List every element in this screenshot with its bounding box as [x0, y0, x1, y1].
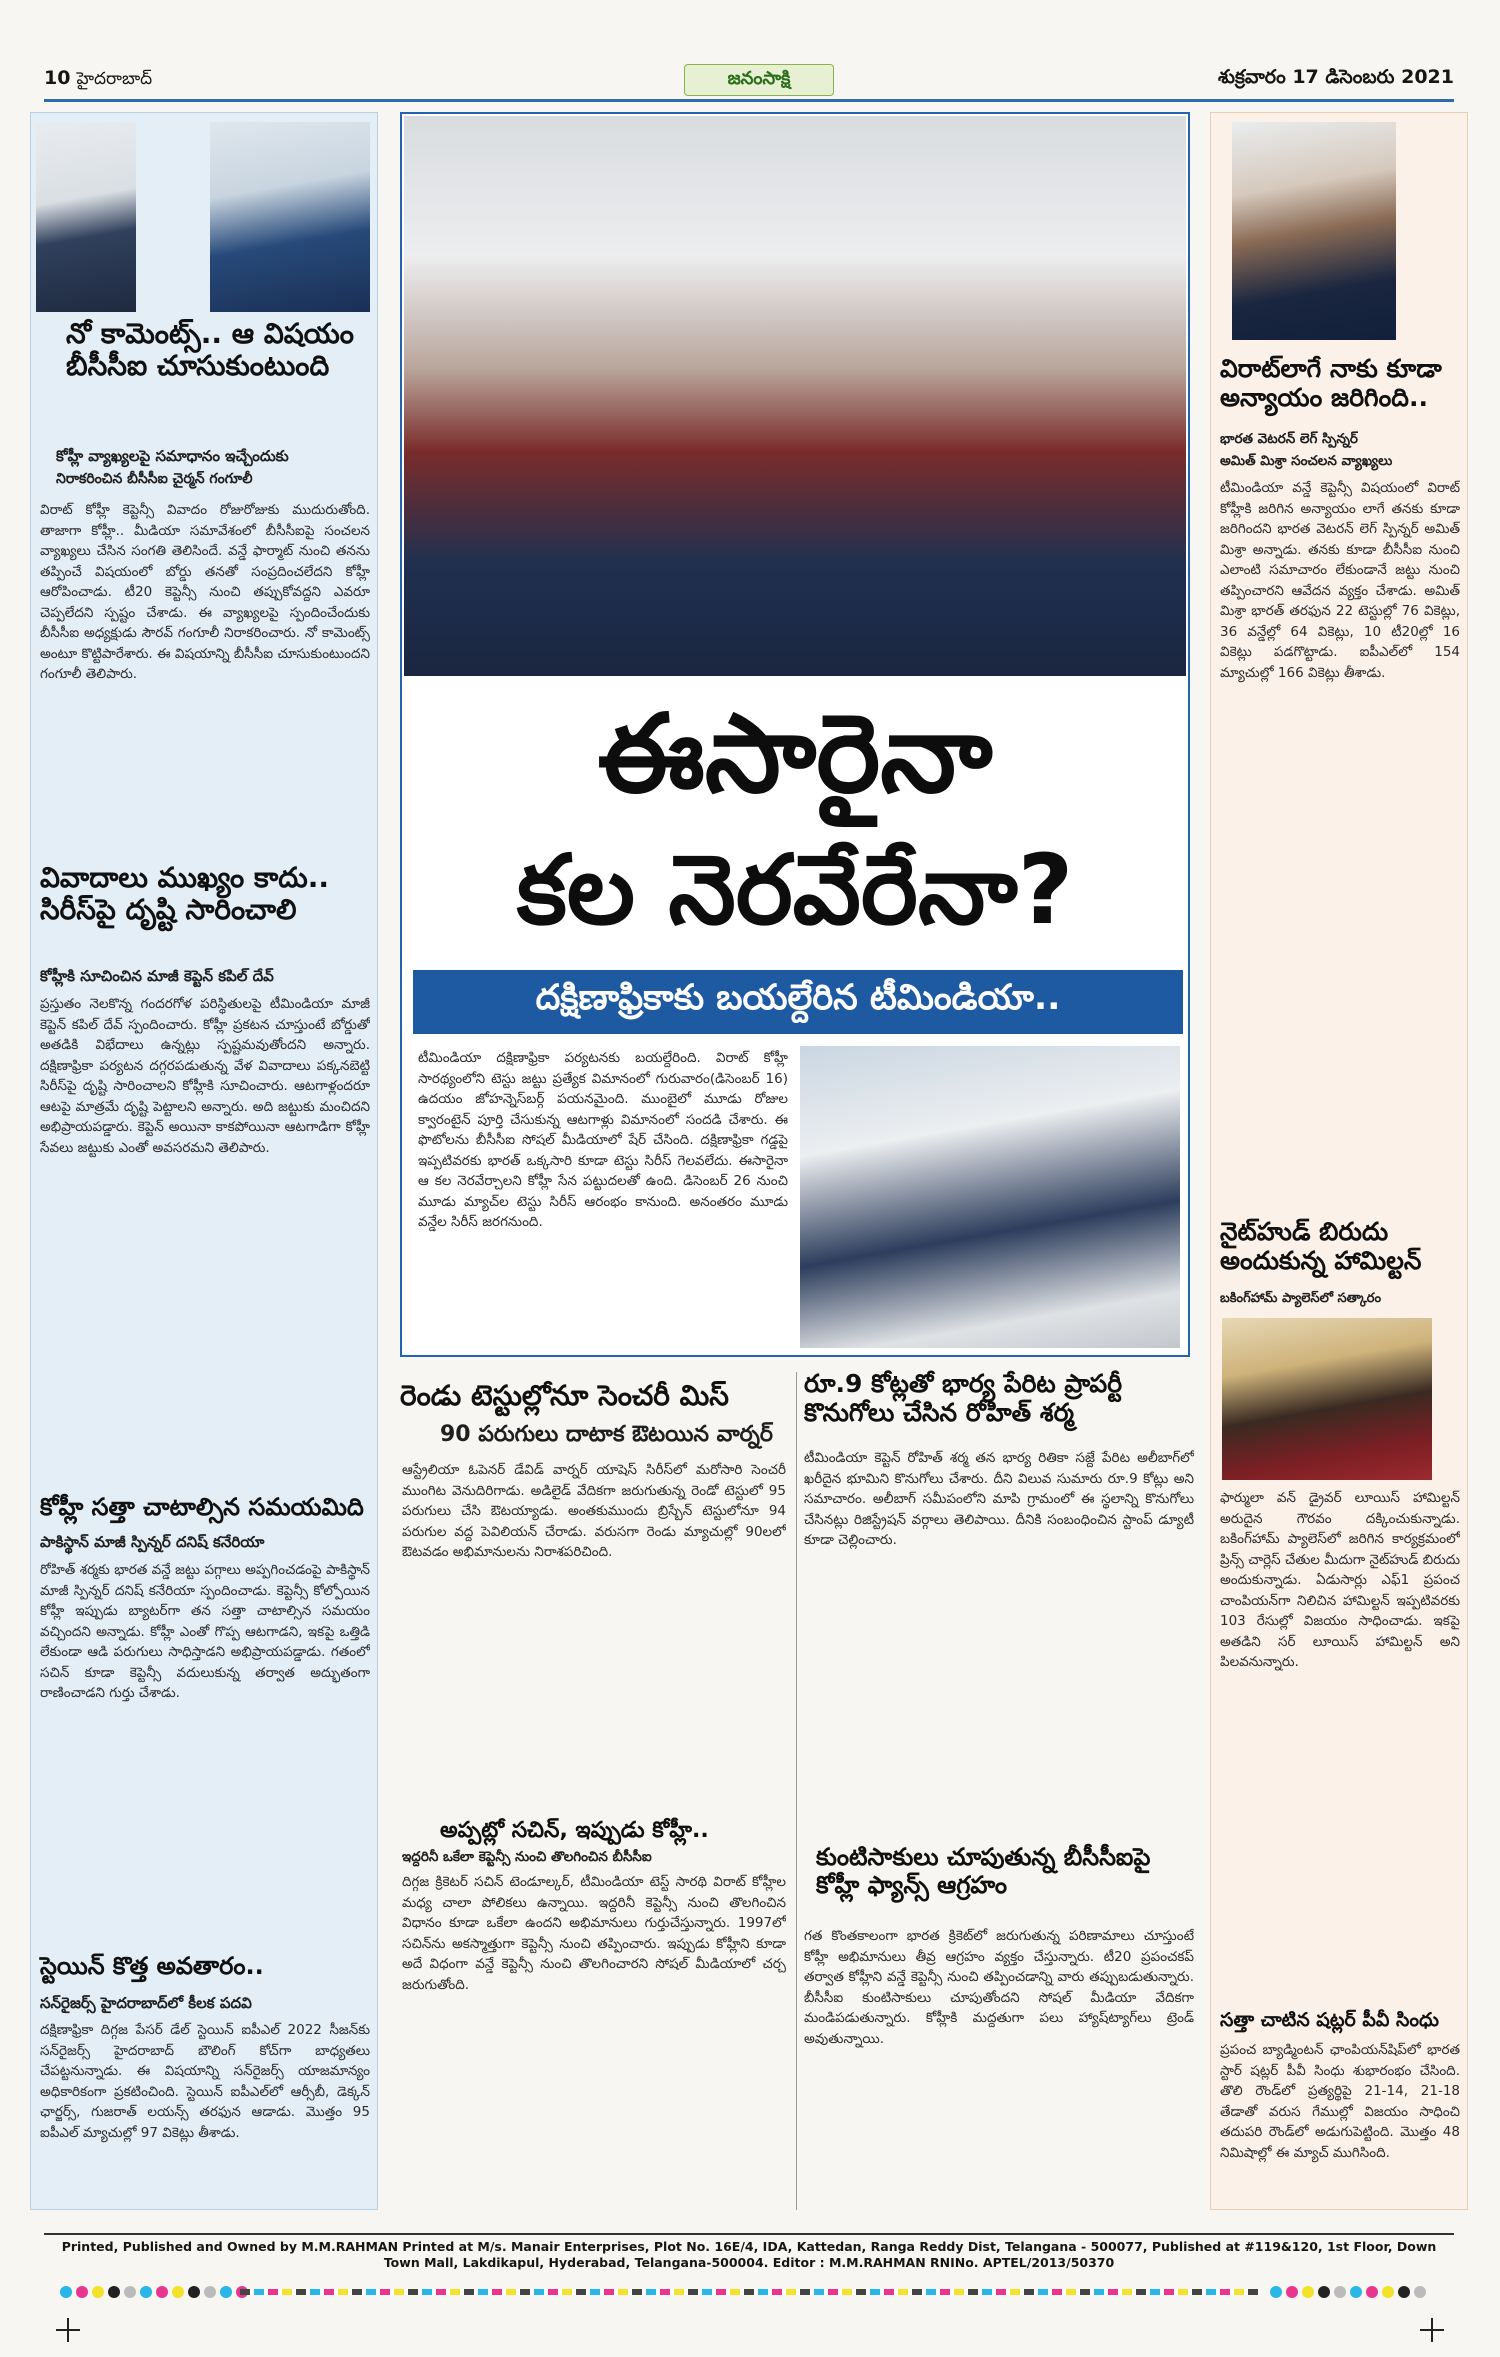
hamilton-body: ఫార్ములా వన్ డ్రైవర్ లూయిస్ హామిల్టన్ అరుదైన గౌరవం దక్కించుకున్నాడు. బకింగ్‌హామ్ ప్యాలెస్‌లో జరిగిన కార్యక్రమంలో ప్రిన్స్ చార్లెస్ చేతుల మీదుగా నైట్‌హుడ్ బిరుదు అందుకున్నాడు. ఏడుసార్లు ఎఫ్1 ప్రపంచ చాంపియన్‌గా నిలిచిన హామిల్టన్ ఇప్పటివరకు 103 రేసుల్లో విజయం సాధించాడు. ఇకపై అతడిని సర్ లూయిస్ హామిల్టన్ అని పిలవనున్నారు.	[1220, 1490, 1460, 1670]
left-story3-body: రోహిత్ శర్మకు భారత వన్డే జట్టు పగ్గాలు అప్పగించడంపై పాకిస్థాన్ మాజీ స్పిన్నర్ దనిష్ కనేరియా స్పందించాడు. కెప్టెన్సీ కోల్పోయిన కోహ్లీ ఇప్పుడు బ్యాటర్‌గా తన సత్తా చాటాల్సిన సమయం వచ్చిందని అన్నాడు. కోహ్లీ ఎంతో గొప్ప ఆటగాడని, ఇకపై ఒత్తిడి లేకుండా ఆడి పరుగులు సాధిస్తాడని అభిప్రాయపడ్డాడు. గతంలో సచిన్ కూడా కెప్టెన్సీ వదులుకున్న తర్వాత అద్భుతంగా రాణించాడని గుర్తు చేశాడు.	[40, 1562, 370, 1701]
warner-headline: రెండు టెస్టుల్లోనూ సెంచరీ మిస్	[400, 1379, 729, 1412]
left-story2-headline: వివాదాలు ముఖ్యం కాదు.. సిరీస్‌పై దృష్టి సారించాలి	[40, 861, 329, 927]
masthead-bar	[44, 60, 1454, 102]
issue-date: శుక్రవారం 17 డిసెంబరు 2021	[1217, 66, 1454, 88]
sachin-kohli-body: దిగ్గజ క్రికెటర్ సచిన్ టెండూల్కర్, టీమిండియా టెస్ట్ సారథి విరాట్ కోహ్లీల మధ్య చాలా పోలికలు ఉన్నాయి. ఇద్దరినీ కెప్టెన్సీ నుంచి తొలగించిన విధానం కూడా ఒకేలా ఉందని అభిమానులు గుర్తుచేస్తున్నారు. 1997లో సచిన్‌ను అకస్మాత్తుగా కెప్టెన్సీ నుంచి తప్పించారు. ఇప్పుడు కోహ్లీని కూడా అదే విధంగా వన్డే కెప్టెన్సీ నుంచి తొలగించారని సోషల్ మీడియాలో చర్చ జరుగుతోంది.	[402, 1874, 786, 1993]
color-registration-left	[60, 2286, 248, 2298]
hamilton-photo	[1222, 1318, 1432, 1480]
color-registration-right	[1270, 2286, 1426, 2298]
warner-body: ఆస్ట్రేలియా ఓపెనర్ డేవిడ్ వార్నర్ యాషెస్ సిరీస్‌లో మరోసారి సెంచరీ ముంగిట వెనుదిరిగాడు. అడిలైడ్ వేదికగా జరుగుతున్న రెండో టెస్టులో 95 పరుగులు చేసి ఔటయ్యాడు. అంతకుముందు బ్రిస్బేన్ టెస్టులోనూ 94 పరుగుల వద్ద పెవిలియన్ చేరాడు. వరుసగా రెండు మ్యాచుల్లో 90లలో ఔటవడం అభిమానులను నిరాశపరిచింది.	[402, 1462, 786, 1560]
rohit-body: టీమిండియా కెప్టెన్ రోహిత్ శర్మ తన భార్య రితికా సజ్దే పేరిట అలీబాగ్‌లో ఖరీదైన భూమిని కొనుగోలు చేశారు. దీని విలువ సుమారు రూ.9 కోట్లు అని సమాచారం. అలీబాగ్ సమీపంలోని మాపి గ్రామంలో ఈ స్థలాన్ని కొనుగోలు చేసినట్లు రిజిస్ట్రేషన్ వర్గాలు తెలిపాయి. దీనికి సంబంధించిన స్టాంప్ డ్యూటీ కూడా చెల్లించారు.	[804, 1450, 1194, 1548]
left-story2-sub: కోహ్లీకి సూచించిన మాజీ కెప్టెన్ కపిల్ దేవ్	[40, 967, 274, 985]
lead-title-line2: కల నెరవేరేనా?	[516, 834, 1074, 946]
imprint-line: Printed, Published and Owned by M.M.RAHMAN Printed at M/s. Manair Enterprises, Plot No. 16E/4, IDA, Kattedan, Ranga Reddy Dist, Telangana - 500077, Published at #119&120, 1st Floor, Down Town Mall, Lakdikapul, Hyderabad, Telangana-500004. Editor : M.M.RAHMAN RNINo. APTEL/2013/50370	[44, 2233, 1454, 2281]
left-story2-body: ప్రస్తుతం నెలకొన్న గందరగోళ పరిస్థితులపై టీమిండియా మాజీ కెప్టెన్ కపిల్ దేవ్ స్పందించారు. కోహ్లీ ప్రకటన చూస్తుంటే బోర్డుతో అతడికి విభేదాలు ఉన్నట్లు స్పష్టమవుతోందని అన్నారు. దక్షిణాఫ్రికా పర్యటన దగ్గరపడుతున్న వేళ వివాదాలు పక్కనబెట్టి సిరీస్‌పై దృష్టి సారించాలని కోహ్లీకి సూచించారు. ఆటగాళ్లందరూ ఆటపై మాత్రమే దృష్టి పెట్టాలని అన్నారు. అది జట్టుకు మంచిదని అభిప్రాయపడ్డారు. కెప్టెన్ అయినా కాకపోయినా ఆటగాడిగా కోహ్లీ సేవలు జట్టుకు ఎంతో అవసరమని తెలిపారు.	[40, 996, 370, 1156]
ganguly-photo	[36, 122, 136, 312]
amit-mishra-photo	[1232, 122, 1396, 340]
warner-sub: 90 పరుగులు దాటాక ఔటయిన వార్నర్	[440, 1422, 773, 1447]
crop-mark-right	[1420, 2318, 1444, 2342]
left-story4-headline: స్టెయిన్ కొత్త అవతారం..	[40, 1952, 264, 1980]
lead-body: టీమిండియా దక్షిణాఫ్రికా పర్యటనకు బయల్దేరింది. విరాట్ కోహ్లీ సారథ్యంలోని టెస్టు జట్టు ప్రత్యేక విమానంలో గురువారం(డిసెంబర్ 16) ఉదయం జోహన్నెస్‌బర్గ్ పయనమైంది. ముంబైలో మూడు రోజుల క్వారంటైన్ పూర్తి చేసుకున్న ఆటగాళ్లు విమానంలో సందడి చేశారు. ఈ ఫొటోలను బీసీసీఐ సోషల్ మీడియాలో షేర్ చేసింది. దక్షిణాఫ్రికా గడ్డపై ఇప్పటివరకు భారత్ ఒక్కసారి కూడా టెస్టు సిరీస్ గెలవలేదు. ఈసారైనా ఆ కల నెరవేర్చాలని కోహ్లీ సేన పట్టుదలతో ఉంది. డిసెంబర్ 26 నుంచి మూడు మ్యాచ్‌ల టెస్టు సిరీస్ ఆరంభం కానుంది. అనంతరం మూడు వన్డేల సిరీస్ జరగనుంది.	[418, 1050, 788, 1230]
left-story1-body: విరాట్ కోహ్లీ కెప్టెన్సీ వివాదం రోజురోజుకు ముదురుతోంది. తాజాగా కోహ్లీ.. మీడియా సమావేశంలో బీసీసీఐపై సంచలన వ్యాఖ్యలు చేసిన సంగతి తెలిసిందే. వన్డే ఫార్మాట్ నుంచి తనను తప్పించే విషయంలో బోర్డు తనతో సంప్రదించలేదని కోహ్లీ ఆరోపించాడు. టీ20 కెప్టెన్సీ నుంచి తప్పుకోవద్దని ఎవరూ చెప్పలేదని స్పష్టం చేశాడు. ఈ వ్యాఖ్యలపై స్పందించేందుకు బీసీసీఐ అధ్యక్షుడు సౌరవ్ గంగూలీ నిరాకరించారు. నో కామెంట్స్ అంటూ కొట్టిపారేశారు. ఈ విషయాన్ని బీసీసీఐ చూసుకుంటుందని గంగూలీ తెలిపారు.	[40, 502, 370, 682]
hamilton-sub: బకింగ్‌హామ్ ప్యాలెస్‌లో సత్కారం	[1220, 1291, 1382, 1306]
left-story3-headline: కోహ్లీ సత్తా చాటాల్సిన సమయమిది	[40, 1493, 364, 1521]
kohli-fans-body: గత కొంతకాలంగా భారత క్రికెట్‌లో జరుగుతున్న పరిణామాలు చూస్తుంటే కోహ్లీ అభిమానులు తీవ్ర ఆగ్రహం వ్యక్తం చేస్తున్నారు. టీ20 ప్రపంచకప్ తర్వాత కోహ్లీని వన్డే కెప్టెన్సీ నుంచి తప్పించడాన్ని వారు తప్పుబడుతున్నారు. బీసీసీఐ కుంటిసాకులు చూపుతోందని సోషల్ మీడియా వేదికగా మండిపడుతున్నారు. కోహ్లీకి మద్దతుగా పలు హ్యాష్‌ట్యాగ్‌లు ట్రెండ్ అవుతున్నాయి.	[804, 1928, 1194, 2047]
left-story4-sub: సన్‌రైజర్స్ హైదరాబాద్‌లో కీలక పదవి	[40, 1994, 252, 2012]
edition-city: హైదరాబాద్	[76, 68, 153, 89]
left-story1-sub2: నిరాకరించిన బీసీసీఐ చైర్మన్ గంగూలీ	[56, 471, 253, 487]
siraj-photo	[800, 1046, 1180, 1348]
sachin-kohli-sub: ఇద్దరినీ ఒకేలా కెప్టెన్సీ నుంచి తొలగించిన బీసీసీఐ	[402, 1849, 652, 1865]
mishra-sub2: అమిత్ మిశ్రా సంచలన వ్యాఖ్యలు	[1220, 453, 1393, 469]
left-story4-body: దక్షిణాఫ్రికా దిగ్గజ పేసర్ డేల్ స్టెయిన్ ఐపీఎల్ 2022 సీజన్‌కు సన్‌రైజర్స్ హైదరాబాద్ బౌలింగ్ కోచ్‌గా బాధ్యతలు చేపట్టనున్నాడు. ఈ విషయాన్ని సన్‌రైజర్స్ యాజమాన్యం అధికారికంగా ప్రకటించింది. స్టెయిన్ ఐపీఎల్‌లో ఆర్సీబీ, డెక్కన్ ఛార్జర్స్, గుజరాత్ లయన్స్ తరఫున ఆడాడు. మొత్తం 95 ఐపీఎల్ మ్యాచుల్లో 97 వికెట్లు తీశాడు.	[40, 2022, 370, 2141]
lead-banner: దక్షిణాఫ్రికాకు బయల్దేరిన టీమిండియా..	[413, 970, 1183, 1034]
lead-title-line1: ఈసారైనా	[597, 692, 993, 817]
mishra-headline: విరాట్‌లాగే నాకు కూడా అన్యాయం జరిగింది..	[1220, 354, 1442, 412]
column-divider	[796, 1372, 797, 2210]
mishra-body: టీమిండియా వన్డే కెప్టెన్సీ విషయంలో విరాట్ కోహ్లీకి జరిగిన అన్యాయం లాగే తనకు కూడా జరిగిందని భారత వెటరన్ లెగ్ స్పిన్నర్ అమిత్ మిశ్రా అన్నాడు. తనకు కూడా బీసీసీఐ నుంచి ఎలాంటి సమాచారం లేకుండానే జట్టు నుంచి తప్పించారని ఆవేదన వ్యక్తం చేశాడు. అమిత్ మిశ్రా భారత్ తరఫున 22 టెస్టుల్లో 76 వికెట్లు, 36 వన్డేల్లో 64 వికెట్లు, 10 టీ20ల్లో 16 వికెట్లు పడగొట్టాడు. ఐపీఎల్‌లో 154 మ్యాచుల్లో 166 వికెట్లు తీశాడు.	[1220, 480, 1460, 681]
team-flight-photo	[404, 116, 1186, 676]
kohli-photo	[210, 122, 370, 312]
sindhu-headline: సత్తా చాటిన షట్లర్ పీవీ సింధు	[1220, 2009, 1439, 2031]
left-story3-sub: పాకిస్థాన్ మాజీ స్పిన్నర్ దనిష్ కనేరియా	[40, 1533, 265, 1551]
left-story1-headline: నో కామెంట్స్.. ఆ విషయం బీసీసీఐ చూసుకుంటుంది	[66, 317, 354, 383]
left-story1-sub1: కోహ్లీ వ్యాఖ్యలపై సమాధానం ఇచ్చేందుకు	[56, 447, 289, 465]
rohit-headline: రూ.9 కోట్లతో భార్య పేరిట ప్రాపర్టీ కొనుగోలు చేసిన రోహిత్ శర్మ	[804, 1369, 1123, 1427]
kohli-fans-headline: కుంటిసాకులు చూపుతున్న బీసీసీఐపై కోహ్లీ ఫ్యాన్స్ ఆగ్రహం	[816, 1843, 1151, 1899]
paper-logo: జనంసాక్షి	[684, 64, 834, 96]
mishra-sub1: భారత వెటరన్ లెగ్ స్పిన్నర్	[1220, 431, 1358, 447]
sindhu-body: ప్రపంచ బ్యాడ్మింటన్ ఛాంపియన్‌షిప్‌లో భారత స్టార్ షట్లర్ పీవీ సింధు శుభారంభం చేసింది. తొలి రౌండ్‌లో ప్రత్యర్థిపై 21-14, 21-18 తేడాతో వరుస గేముల్లో విజయం సాధించి తదుపరి రౌండ్‌లో అడుగుపెట్టింది. మొత్తం 48 నిమిషాల్లో ఈ మ్యాచ్ ముగిసింది.	[1220, 2042, 1460, 2161]
hamilton-headline: నైట్‌హుడ్ బిరుదు అందుకున్న హామిల్టన్	[1220, 1217, 1422, 1275]
register-bar	[240, 2289, 1260, 2295]
crop-mark-left	[56, 2318, 80, 2342]
sachin-kohli-headline: అప్పట్లో సచిన్, ఇప్పుడు కోహ్లీ..	[440, 1818, 709, 1843]
page-number: 10	[44, 66, 71, 89]
